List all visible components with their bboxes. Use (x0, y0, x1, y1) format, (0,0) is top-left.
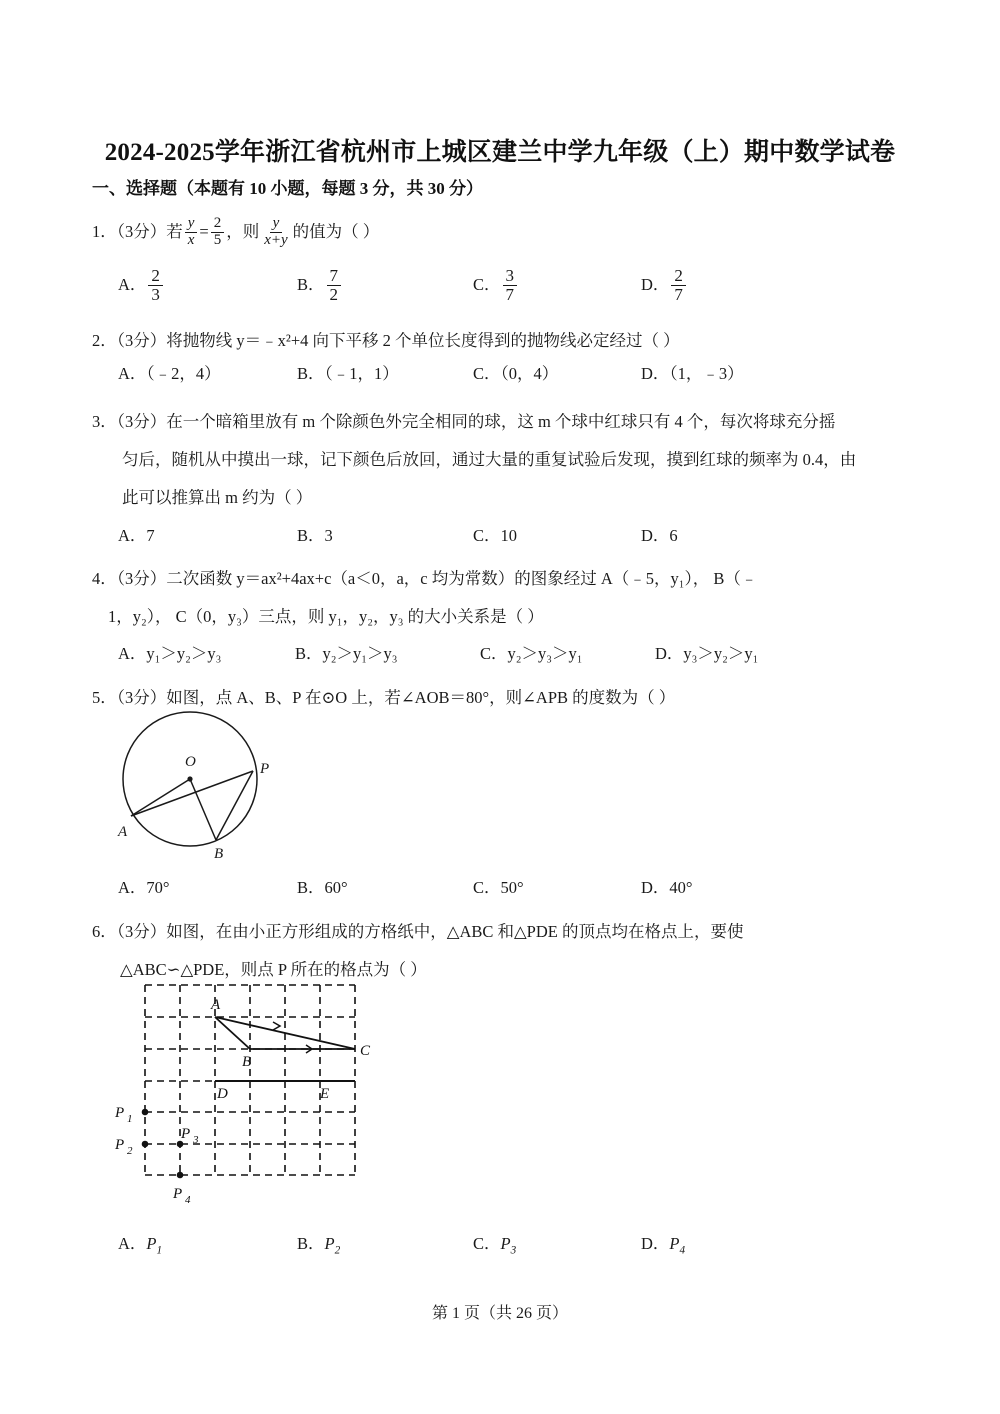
label-P3-sub: 3 (193, 1134, 199, 1146)
question-3-line-3: 此可以推算出 m 约为（ ） (122, 488, 313, 507)
question-3: 3．（3分）在一个暗箱里放有 m 个除颜色外完全相同的球，这 m 个球中红球只有 4 个，每次将球充分摇 (92, 412, 836, 431)
option-3-D[interactable]: D．6 (641, 526, 678, 545)
label-P4-sub: 4 (185, 1194, 191, 1205)
question-1-tail: 的值为（ ） (292, 222, 380, 241)
section-heading: 一、选择题（本题有 10 小题，每题 3 分，共 30 分） (92, 179, 483, 198)
question-6-line-1: 如图，在由小正方形组成的方格纸中，△ABC 和△PDE 的顶点均在格点上，要使 (166, 922, 744, 941)
option-1-C[interactable]: C． $\frac{3}{7}$ (473, 268, 519, 304)
question-4: 4．（3分）二次函数 y＝ax²+4ax+c（a＜0，a，c 均为常数）的图象经过 A（﹣5，y₁）， B（﹣ (92, 569, 758, 588)
page-title: 2024-2025学年浙江省杭州市上城区建兰中学九年级（上）期中数学试卷 (104, 139, 896, 166)
question-4-line-2-row (108, 598, 948, 636)
option-2-A[interactable]: A．（﹣2，4） (118, 364, 221, 383)
question-4-points: （3分） (116, 569, 167, 588)
option-1-B[interactable]: B． $\frac{7}{2}$ (297, 268, 343, 304)
grid-lines (145, 985, 355, 1175)
question-1-points: （3分） (116, 222, 167, 241)
label-B: B (242, 1054, 252, 1070)
label-C: C (360, 1043, 371, 1059)
label-P2-letter: P (115, 1137, 125, 1153)
option-4-A[interactable]: A．y₁＞y₂＞y₃ (118, 644, 222, 663)
question-1: 1．（3分）若 $\frac{y}{x}$ = $\frac{2}{5}$ ，则 $\frac{y}{x+y}$ 的值为（ ） (92, 213, 922, 251)
option-6-B[interactable]: B．$P_2$ (297, 1234, 341, 1257)
question-6-line-2: △ABC∽△PDE，则点 P 所在的格点为（ ） (120, 960, 427, 979)
option-5-C[interactable]: C．50° (473, 878, 524, 897)
grid-figure (105, 980, 395, 1205)
question-3-line-2-row (122, 441, 952, 479)
option-2-C[interactable]: C．（0，4） (473, 364, 559, 383)
equals-sign: = (199, 222, 209, 241)
fraction-y-over-x: $\frac{y}{x}$ (185, 216, 198, 248)
label-P1-letter: P (115, 1105, 125, 1121)
label-P1-sub: 1 (127, 1113, 133, 1125)
option-4-C[interactable]: C．y₂＞y₃＞y₁ (480, 644, 583, 663)
label-D: D (217, 1086, 228, 1102)
question-3-line-1: 在一个暗箱里放有 m 个除颜色外完全相同的球，这 m 个球中红球只有 4 个，每次将球充分摇 (166, 412, 836, 431)
option-1-D[interactable]: D． $\frac{2}{7}$ (641, 268, 688, 304)
question-5-stem: 如图，点 A、B、P 在⊙O 上，若∠AOB＝80°，则∠APB 的度数为（ ） (166, 688, 676, 707)
label-P3-letter: P (181, 1126, 191, 1142)
question-1-number: 1 (92, 222, 101, 241)
label-P4-letter: P (173, 1186, 183, 1202)
option-2-B[interactable]: B．（﹣1，1） (297, 364, 399, 383)
footer-text: 第 1 页（共 26 页） (431, 1305, 568, 1322)
option-6-C[interactable]: C．$P_3$ (473, 1234, 517, 1257)
option-2-D[interactable]: D．（1，﹣3） (641, 364, 744, 383)
question-4-number: 4 (92, 569, 101, 588)
option-1-D-fraction: $\frac{2}{7}$ (671, 267, 686, 303)
point-P1[interactable] (142, 1109, 149, 1116)
question-6-points: （3分） (116, 922, 167, 941)
question-3-points: （3分） (116, 412, 167, 431)
question-5-points: （3分） (116, 688, 167, 707)
question-6: 6．（3分）如图，在由小正方形组成的方格纸中，△ABC 和△PDE 的顶点均在格点上，要使 (92, 922, 744, 941)
question-4-line-1: 二次函数 y＝ax²+4ax+c（a＜0，a，c 均为常数）的图象经过 A（﹣5，y₁）， B（﹣ (166, 569, 758, 588)
option-1-A[interactable]: A． $\frac{2}{3}$ (118, 268, 165, 304)
question-3-line-2: 匀后，随机从中摸出一球，记下颜色后放回，通过大量的重复试验后发现，摸到红球的频率为 0.4，由 (122, 450, 857, 469)
question-1-mid: ，则 (226, 222, 260, 241)
option-1-B-fraction: $\frac{7}{2}$ (327, 267, 342, 303)
circle-figure-svg (110, 703, 310, 868)
question-1-lead: 若 (166, 222, 183, 241)
point-P2[interactable] (142, 1141, 149, 1148)
page-footer (0, 1300, 1000, 1323)
option-4-D[interactable]: D．y₃＞y₂＞y₁ (655, 644, 759, 663)
option-1-A-fraction: $\frac{2}{3}$ (148, 267, 163, 303)
question-1-options (0, 262, 1000, 308)
option-5-A[interactable]: A．70° (118, 878, 170, 897)
label-O: O (185, 754, 196, 770)
option-1-C-fraction: $\frac{3}{7}$ (503, 267, 518, 303)
label-A: A (211, 997, 221, 1013)
option-3-B[interactable]: B．3 (297, 526, 333, 545)
point-P4[interactable] (177, 1172, 184, 1179)
question-6-number: 6 (92, 922, 101, 941)
question-2-number: 2 (92, 331, 101, 350)
question-4-line-2: 1，y₂）， C（0，y₃）三点，则 y₁，y₂，y₃ 的大小关系是（ ） (108, 607, 544, 626)
fraction-y-over-x-plus-y: $\frac{y}{x+y}$ (264, 215, 288, 248)
fraction-2-over-5: $\frac{2}{5}$ (211, 216, 225, 248)
question-5: 5．（3分）如图，点 A、B、P 在⊙O 上，若∠AOB＝80°，则∠APB 的度数为（ ） (92, 688, 676, 707)
label-P2-sub: 2 (127, 1145, 133, 1157)
question-5-number: 5 (92, 688, 101, 707)
question-3-line-3-row (122, 479, 952, 517)
label-B: B (214, 846, 224, 862)
circle-figure (110, 703, 310, 868)
grid-figure-svg (105, 980, 395, 1205)
question-2-stem: 将抛物线 y＝﹣x²+4 向下平移 2 个单位长度得到的抛物线必定经过（ ） (166, 331, 680, 350)
option-5-B[interactable]: B．60° (297, 878, 348, 897)
question-3-number: 3 (92, 412, 101, 431)
option-6-A[interactable]: A．$P_1$ (118, 1234, 163, 1257)
option-3-A[interactable]: A．7 (118, 526, 155, 545)
question-2-points: （3分） (116, 331, 167, 350)
label-P: P (260, 761, 270, 777)
option-6-D[interactable]: D．$P_4$ (641, 1234, 686, 1257)
option-4-B[interactable]: B．y₂＞y₁＞y₃ (295, 644, 398, 663)
segment-OB (190, 779, 216, 840)
option-3-C[interactable]: C．10 (473, 526, 518, 545)
question-2: 2．（3分）将抛物线 y＝﹣x²+4 向下平移 2 个单位长度得到的抛物线必定经过（ ） (92, 331, 680, 350)
label-E: E (320, 1086, 330, 1102)
option-5-D[interactable]: D．40° (641, 878, 693, 897)
label-A: A (118, 824, 128, 840)
